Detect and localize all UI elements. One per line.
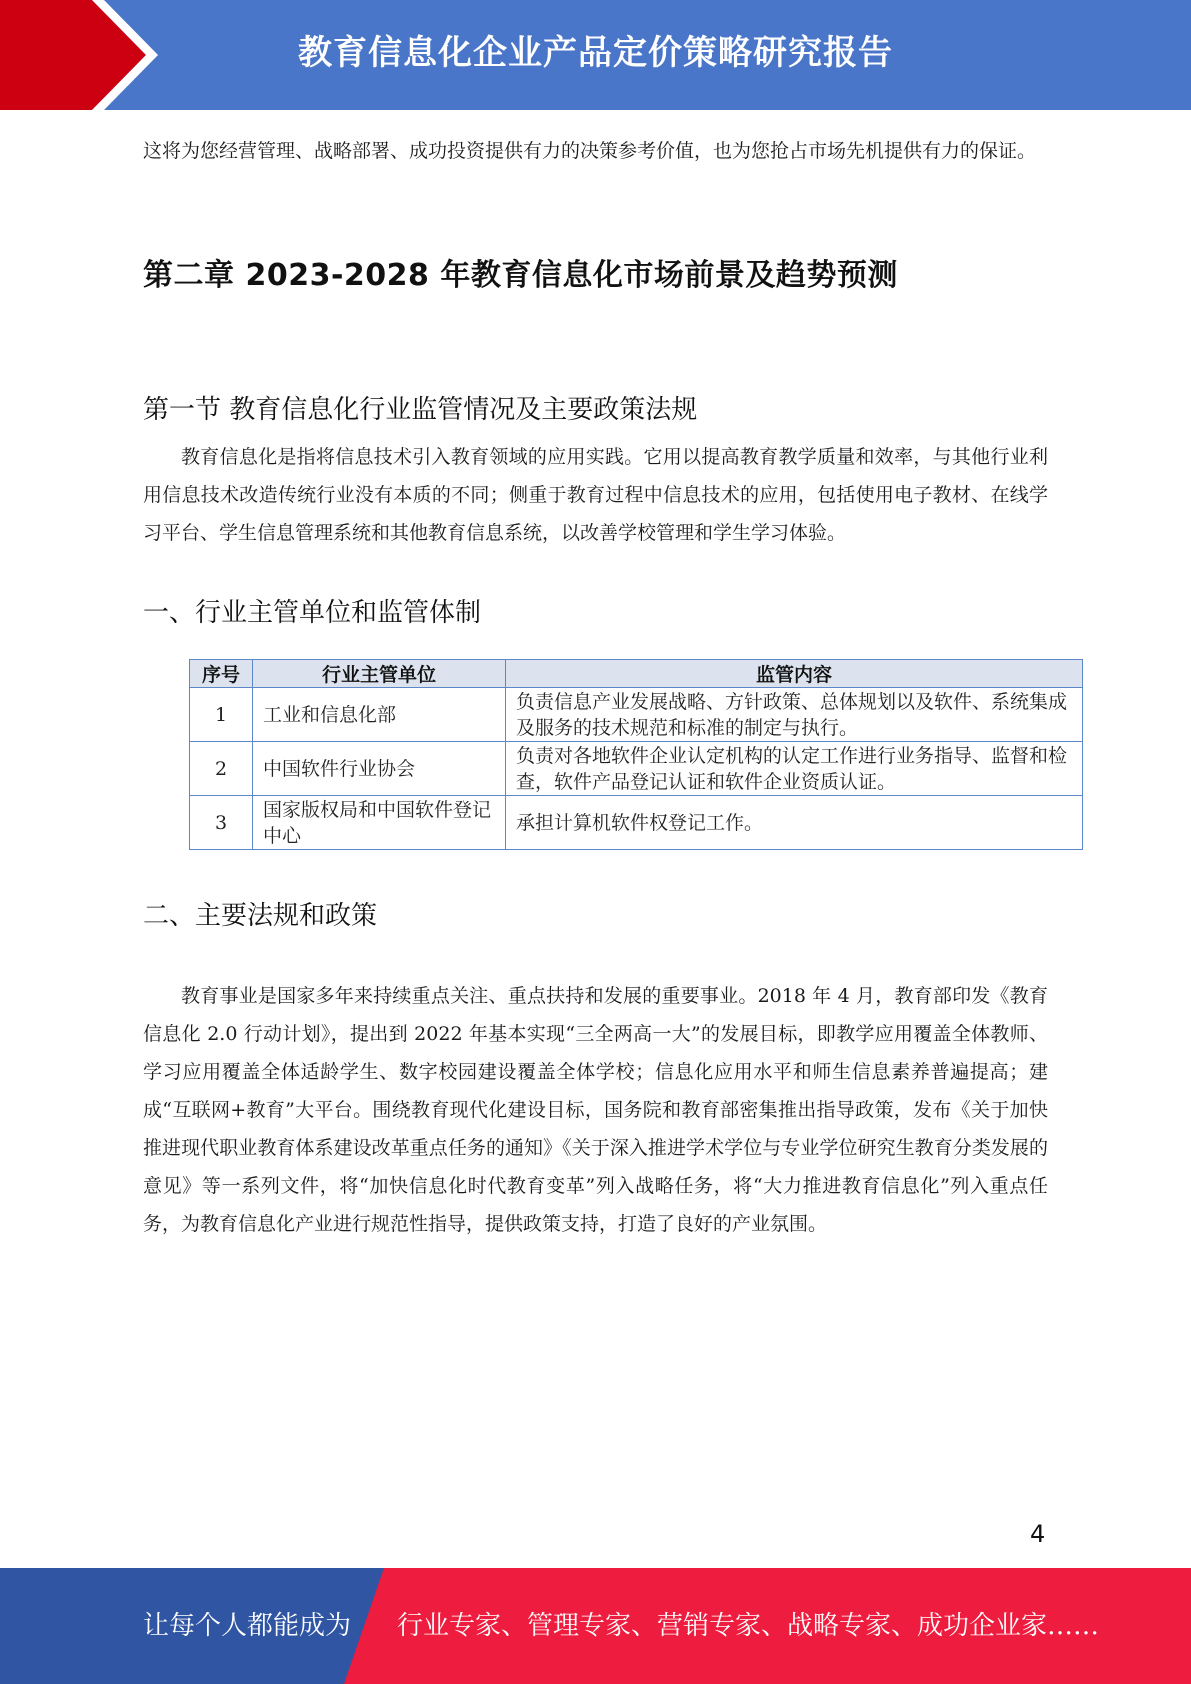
column-header-number: 序号	[190, 660, 253, 688]
row-number: 3	[190, 796, 253, 850]
table-row	[190, 688, 1083, 742]
table-header-row	[190, 660, 1083, 688]
row-authority: 工业和信息化部	[253, 688, 506, 742]
regulator-table	[189, 659, 1083, 850]
section-paragraph: 教育信息化是指将信息技术引入教育领域的应用实践。它用以提高教育教学质量和效率，与其他行业利用信息技术改造传统行业没有本质的不同；侧重于教育过程中信息技术的应用，包括使用电子教材、在线学习平台、学生信息管理系统和其他教育信息系统，以改善学校管理和学生学习体验。	[143, 446, 1048, 544]
row-authority: 国家版权局和中国软件登记中心	[253, 796, 506, 850]
row-content: 承担计算机软件权登记工作。	[506, 796, 1083, 850]
subsection-title-policies: 二、主要法规和政策	[143, 901, 378, 931]
subsection-title-regulators: 一、行业主管单位和监管体制	[143, 598, 482, 628]
document-body	[143, 132, 1068, 1243]
page-header	[0, 0, 1191, 110]
header-arrow-decoration	[0, 0, 200, 110]
table-row	[190, 796, 1083, 850]
row-authority: 中国软件行业协会	[253, 742, 506, 796]
page-number: 4	[1030, 1520, 1046, 1548]
row-number: 1	[190, 688, 253, 742]
section-title: 第一节 教育信息化行业监管情况及主要政策法规	[143, 395, 698, 425]
intro-paragraph: 这将为您经营管理、战略部署、成功投资提供有力的决策参考价值，也为您抢占市场先机提供有力的保证。	[143, 140, 1037, 162]
table-row	[190, 742, 1083, 796]
chapter-title: 第二章 2023-2028 年教育信息化市场前景及趋势预测	[143, 258, 898, 293]
footer-slogan-left: 让每个人都能成为	[143, 1611, 352, 1641]
page-footer	[0, 1568, 1191, 1684]
row-content: 负责信息产业发展战略、方针政策、总体规划以及软件、系统集成及服务的技术规范和标准的制定与执行。	[506, 688, 1083, 742]
column-header-authority: 行业主管单位	[253, 660, 506, 688]
policy-paragraph: 教育事业是国家多年来持续重点关注、重点扶持和发展的重要事业。2018 年 4 月，教育部印发《教育信息化 2.0 行动计划》，提出到 2022 年基本实现“三全两高一大”的发展目标，即教学应用覆盖全体教师、学习应用覆盖全体适龄学生、数字校园建设覆盖全体学校；信息化应用水平和师生信息素养普遍提高；建成“互联网+教育”大平台。围绕教育现代化建设目标，国务院和教育部密集推出指导政策，发布《关于加快推进现代职业教育体系建设改革重点任务的通知》《关于深入推进学术学位与专业学位研究生教育分类发展的意见》等一系列文件，将“加快信息化时代教育变革”列入战略任务，将“大力推进教育信息化”列入重点任务，为教育信息化产业进行规范性指导，提供政策支持，打造了良好的产业氛围。	[143, 985, 1048, 1235]
footer-slogan-right: 行业专家、管理专家、营销专家、战略专家、成功企业家……	[397, 1611, 1100, 1641]
report-title: 教育信息化企业产品定价策略研究报告	[298, 33, 893, 73]
row-content: 负责对各地软件企业认定机构的认定工作进行业务指导、监督和检查，软件产品登记认证和软件企业资质认证。	[506, 742, 1083, 796]
column-header-content: 监管内容	[506, 660, 1083, 688]
row-number: 2	[190, 742, 253, 796]
